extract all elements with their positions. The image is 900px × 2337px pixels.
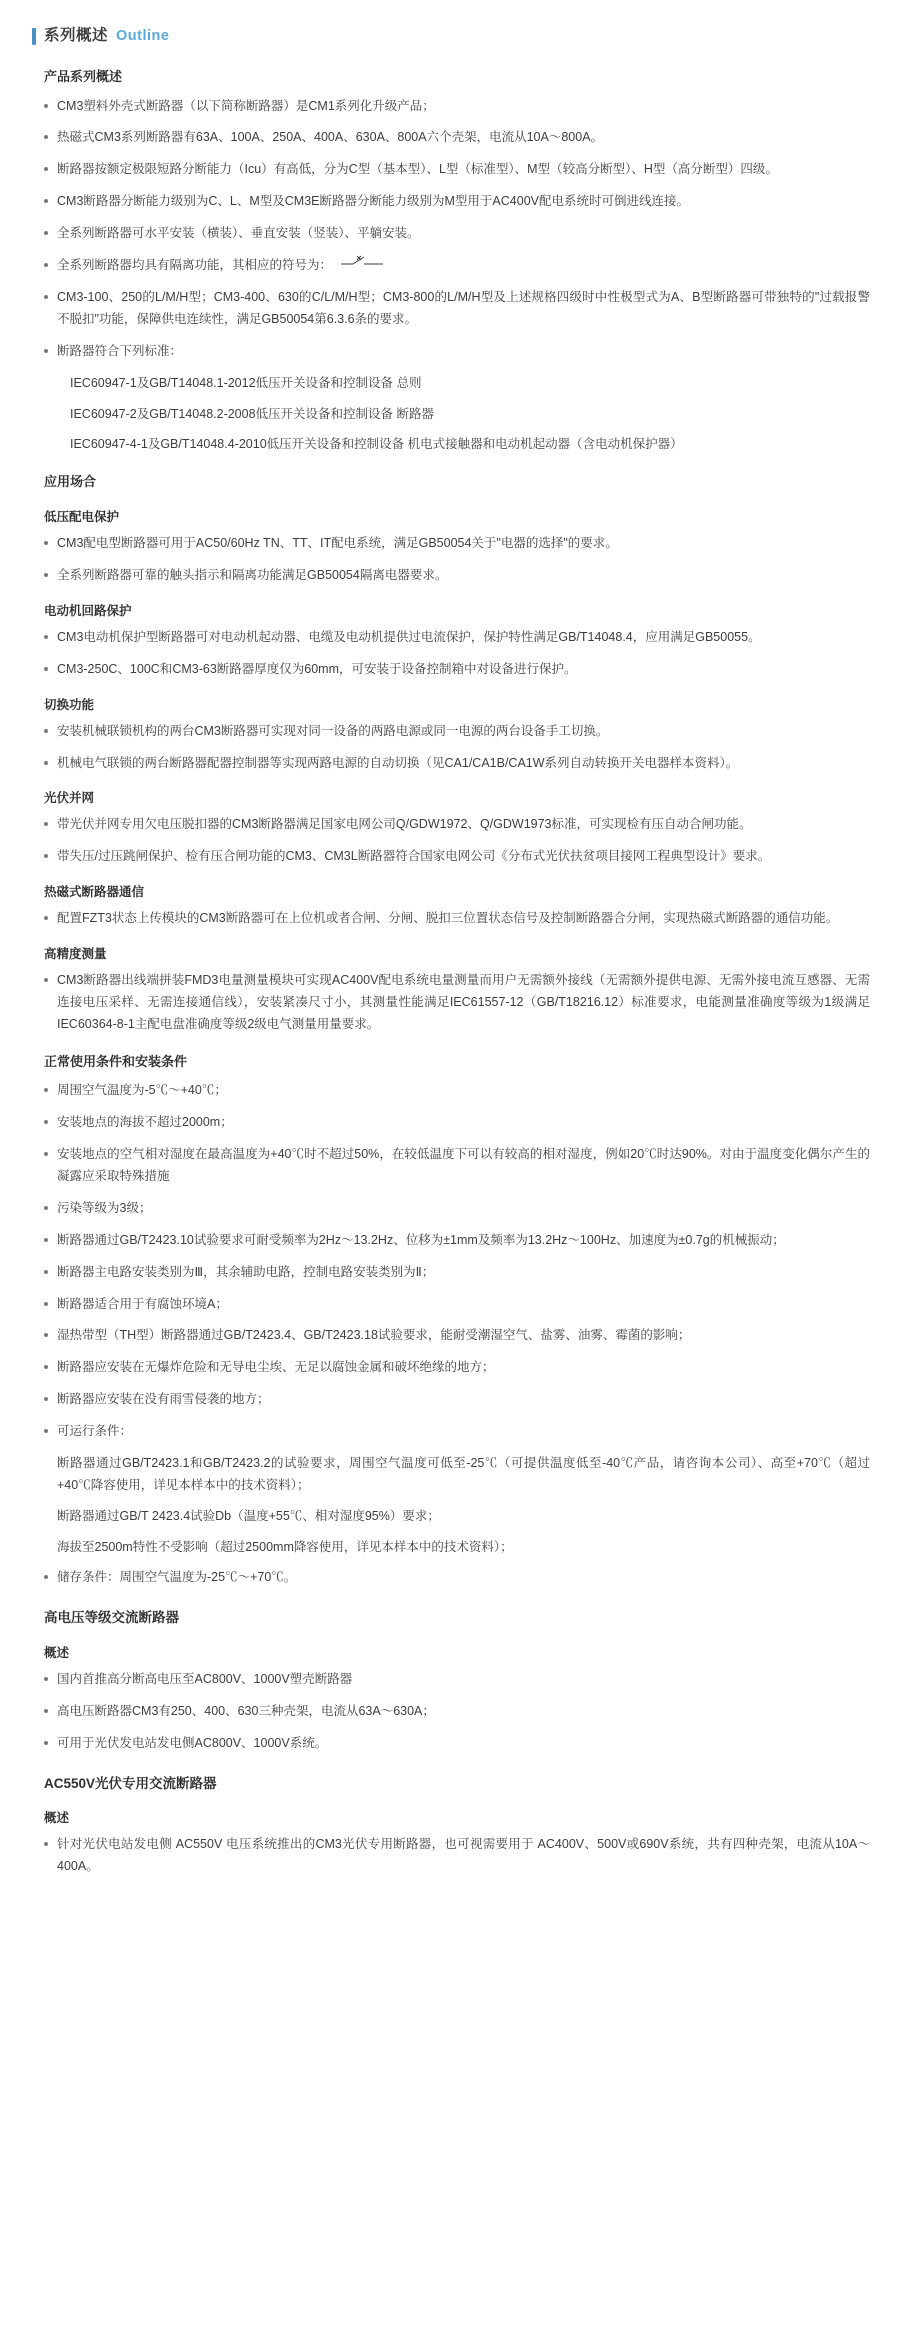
standard-item: IEC60947-2及GB/T14048.2-2008低压开关设备和控制设备 断路器 — [70, 406, 435, 421]
bullet-item: CM3电动机保护型断路器可对电动机起动器、电缆及电动机提供过电流保护，保护特性满足GB/T14048.4，应用满足GB50055。 — [44, 627, 870, 649]
subsection-heading-communication: 热磁式断路器通信 — [44, 885, 145, 900]
bullet-item: CM3-100、250的L/M/H型；CM3-400、630的C/L/M/H型；CM3-800的L/M/H型及上述规格四级时中性极型式为A、B型断路器可带独特的"过载报警不脱扣"功能，保障供电连续性，满足GB50054第6.3.6条的要求。 — [44, 287, 870, 331]
page-title-cn: 系列概述 — [44, 27, 109, 44]
isolation-switch-symbol-icon — [340, 255, 384, 277]
isolation-symbol-text: 全系列断路器均具有隔离功能，其相应的符号为： — [57, 258, 333, 273]
bullet-item-with-symbol — [44, 255, 870, 277]
bullet-item: 安装地点的空气相对湿度在最高温度为+40℃时不超过50%，在较低温度下可以有较高的相对湿度，例如20℃时达90%。对由于温度变化偶尔产生的凝露应采取特殊措施 — [44, 1144, 870, 1188]
condition-sub-item: 断路器通过GB/T2423.1和GB/T2423.2的试验要求，周围空气温度可低至-25℃（可提供温度低至-40℃产品，请咨询本公司）、高至+70℃（超过+40℃降容使用，详见本样本中的技术资料）； — [57, 1455, 870, 1492]
bullet-item: 安装地点的海拔不超过2000m； — [44, 1112, 870, 1134]
bullet-item: 断路器应安装在没有雨雪侵袭的地方； — [44, 1389, 870, 1411]
bullet-item: 机械电气联锁的两台断路器配器控制器等实现两路电源的自动切换（见CA1/CA1B/CA1W系列自动转换开关电器样本资料）。 — [44, 753, 870, 775]
section-heading-operating-conditions: 正常使用条件和安装条件 — [44, 1053, 188, 1069]
bullet-item: 可运行条件： — [44, 1421, 870, 1443]
bullet-item: 断路器按额定极限短路分断能力（Icu）有高低，分为C型（基本型）、L型（标准型）、M型（较高分断型）、H型（高分断型）四级。 — [44, 159, 870, 181]
bullet-item: 断路器通过GB/T2423.10试验要求可耐受频率为2Hz～13.2Hz、位移为±1mm及频率为13.2Hz～100Hz、加速度为±0.7g的机械振动； — [44, 1230, 870, 1252]
bullet-item: 配置FZT3状态上传模块的CM3断路器可在上位机或者合闸、分闸、脱扣三位置状态信号及控制断路器合分闸，实现热磁式断路器的通信功能。 — [44, 908, 870, 930]
page-title — [32, 24, 870, 49]
bullet-item: 断路器应安装在无爆炸危险和无导电尘埃、无足以腐蚀金属和破坏绝缘的地方； — [44, 1357, 870, 1379]
page-title-en: Outline — [116, 27, 170, 44]
bullet-item: 热磁式CM3系列断路器有63A、100A、250A、400A、630A、800A六个壳架，电流从10A～800A。 — [44, 127, 870, 149]
subsection-heading-measurement: 高精度测量 — [44, 947, 107, 961]
subsection-heading-hv-overview: 概述 — [44, 1645, 70, 1660]
standard-item: IEC60947-1及GB/T14048.1-2012低压开关设备和控制设备 总则 — [70, 375, 422, 390]
subsection-heading-lv-distribution: 低压配电保护 — [44, 510, 120, 525]
bullet-item: CM3-250C、100C和CM3-63断路器厚度仅为60mm，可安装于设备控制箱中对设备进行保护。 — [44, 659, 870, 681]
bullet-item: 可用于光伏发电站发电侧AC800V、1000V系统。 — [44, 1733, 870, 1755]
subsection-heading-ac550v-overview: 概述 — [44, 1811, 70, 1826]
section-heading-high-voltage: 高电压等级交流断路器 — [44, 1610, 179, 1626]
bullet-item: 国内首推高分断高电压至AC800V、1000V塑壳断路器 — [44, 1669, 870, 1691]
section-heading-ac550v: AC550V光伏专用交流断路器 — [44, 1775, 217, 1791]
section-heading-product-overview: 产品系列概述 — [44, 68, 123, 84]
condition-sub-item: 海拔至2500m特性不受影响（超过2500mm降容使用，详见本样本中的技术资料）； — [57, 1539, 513, 1554]
bullet-item: 断路器主电路安装类别为Ⅲ，其余辅助电路，控制电路安装类别为Ⅱ； — [44, 1262, 870, 1284]
subsection-heading-pv-grid: 光伏并网 — [44, 791, 95, 806]
bullet-item: 周围空气温度为-5℃～+40℃； — [44, 1080, 870, 1102]
bullet-item: 污染等级为3级； — [44, 1198, 870, 1220]
bullet-item: 带失压/过压跳闸保护、检有压合闸功能的CM3、CM3L断路器符合国家电网公司《分布式光伏扶贫项目接网工程典型设计》要求。 — [44, 846, 870, 868]
bullet-item: 储存条件：周围空气温度为-25℃～+70℃。 — [44, 1567, 870, 1589]
bullet-item: 断路器适合用于有腐蚀环境A； — [44, 1294, 870, 1316]
bullet-item: 断路器符合下列标准： — [44, 341, 870, 363]
subsection-heading-motor-protection: 电动机回路保护 — [44, 603, 132, 618]
subsection-heading-switching: 切换功能 — [44, 697, 95, 712]
condition-sub-item: 断路器通过GB/T 2423.4试验Db（温度+55℃、相对湿度95%）要求； — [57, 1508, 440, 1523]
section-heading-application: 应用场合 — [44, 474, 97, 490]
standard-item: IEC60947-4-1及GB/T14048.4-2010低压开关设备和控制设备 机电式接触器和电动机起动器（含电动机保护器） — [70, 437, 683, 452]
bullet-item: 高电压断路器CM3有250、400、630三种壳架，电流从63A～630A； — [44, 1701, 870, 1723]
bullet-item: CM3断路器出线端拼装FMD3电量测量模块可实现AC400V配电系统电量测量而用户无需额外接线（无需额外提供电源、无需外接电流互感器、无需连接电压采样、无需连接通信线），安装紧凑尺寸小，其测量性能满足IEC61557-12（GB/T18216.12）标准要求，电能测量准确度等级为1级满足IEC60364-8-1主配电盘准确度等级2级电气测量用量要求。 — [44, 970, 870, 1036]
bullet-item: 全系列断路器可水平安装（横装）、垂直安装（竖装）、平躺安装。 — [44, 223, 870, 245]
bullet-item: 带光伏并网专用欠电压脱扣器的CM3断路器满足国家电网公司Q/GDW1972、Q/GDW1973标准，可实现检有压自动合闸功能。 — [44, 814, 870, 836]
title-accent-bar — [32, 28, 36, 45]
bullet-item: 湿热带型（TH型）断路器通过GB/T2423.4、GB/T2423.18试验要求，能耐受潮湿空气、盐雾、油雾、霉菌的影响； — [44, 1325, 870, 1347]
bullet-item: 全系列断路器可靠的触头指示和隔离功能满足GB50054隔离电器要求。 — [44, 565, 870, 587]
bullet-item: CM3塑料外壳式断路器（以下简称断路器）是CM1系列化升级产品； — [44, 96, 870, 118]
bullet-item: 针对光伏电站发电侧 AC550V 电压系统推出的CM3光伏专用断路器，也可视需要用于 AC400V、500V或690V系统，共有四种壳架，电流从10A～400A。 — [44, 1834, 870, 1878]
bullet-item: 安装机械联锁机构的两台CM3断路器可实现对同一设备的两路电源或同一电源的两台设备手工切换。 — [44, 721, 870, 743]
bullet-item: CM3配电型断路器可用于AC50/60Hz TN、TT、IT配电系统，满足GB50054关于"电器的选择"的要求。 — [44, 533, 870, 555]
bullet-item: CM3断路器分断能力级别为C、L、M型及CM3E断路器分断能力级别为M型用于AC400V配电系统时可倒进线连接。 — [44, 191, 870, 213]
